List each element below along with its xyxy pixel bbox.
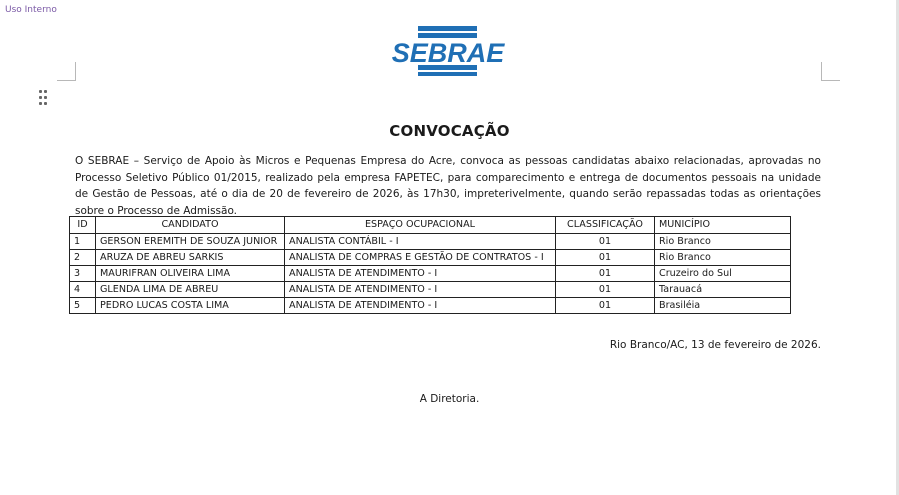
candidates-table [69,216,791,314]
sensitivity-label: Uso Interno [5,5,57,15]
document-title: CONVOCAÇÃO [389,122,510,140]
cell-espaco: ANALISTA DE ATENDIMENTO - I [285,298,556,314]
cell-candidato: MAURIFRAN OLIVEIRA LIMA [96,266,285,282]
header-municipio: MUNICÍPIO [655,217,791,234]
margin-mark-top-left [57,62,76,81]
sebrae-logo [387,26,509,76]
cell-espaco: ANALISTA DE ATENDIMENTO - I [285,266,556,282]
table-row [70,234,791,250]
header-classificacao: CLASSIFICAÇÃO [556,217,655,234]
signature: A Diretoria. [419,393,480,405]
header-espaco-ocupacional: ESPAÇO OCUPACIONAL [285,217,556,234]
table-row [70,282,791,298]
cell-classificacao: 01 [556,250,655,266]
cell-id: 3 [70,266,96,282]
table-row [70,266,791,282]
cell-candidato: ARUZA DE ABREU SARKIS [96,250,285,266]
drag-handle-icon[interactable] [39,90,49,106]
cell-id: 2 [70,250,96,266]
cell-municipio: Brasiléia [655,298,791,314]
cell-classificacao: 01 [556,234,655,250]
cell-municipio: Rio Branco [655,250,791,266]
cell-classificacao: 01 [556,266,655,282]
cell-id: 1 [70,234,96,250]
table-row [70,250,791,266]
cell-classificacao: 01 [556,282,655,298]
cell-id: 5 [70,298,96,314]
cell-candidato: GERSON EREMITH DE SOUZA JUNIOR [96,234,285,250]
cell-espaco: ANALISTA DE COMPRAS E GESTÃO DE CONTRATOS - I [285,250,556,266]
header-id: ID [70,217,96,234]
cell-municipio: Tarauacá [655,282,791,298]
cell-municipio: Cruzeiro do Sul [655,266,791,282]
cell-candidato: PEDRO LUCAS COSTA LIMA [96,298,285,314]
table-header-row [70,217,791,234]
logo-text: SEBRAE [391,38,505,68]
cell-id: 4 [70,282,96,298]
cell-municipio: Rio Branco [655,234,791,250]
cell-candidato: GLENDA LIMA DE ABREU [96,282,285,298]
place-date: Rio Branco/AC, 13 de fevereiro de 2026. [609,339,821,351]
table-row [70,298,791,314]
cell-espaco: ANALISTA DE ATENDIMENTO - I [285,282,556,298]
cell-classificacao: 01 [556,298,655,314]
cell-espaco: ANALISTA CONTÁBIL - I [285,234,556,250]
header-candidato: CANDIDATO [96,217,285,234]
margin-mark-top-right [821,62,840,81]
convocation-paragraph: O SEBRAE – Serviço de Apoio às Micros e Pequenas Empresa do Acre, convoca as pessoas candidatas abaixo relacionadas, aprovadas no Processo Seletivo Público 01/2015, realizado pela empresa FAPETEC, para comparecimento e entrega de documentos pessoais na unidade de Gestão de Pessoas, até o dia de 20 de fevereiro de 2026, às 17h30, impreterivelmente, quando serão repassadas todas as orientações sobre o Processo de Admissão. [75,155,821,217]
